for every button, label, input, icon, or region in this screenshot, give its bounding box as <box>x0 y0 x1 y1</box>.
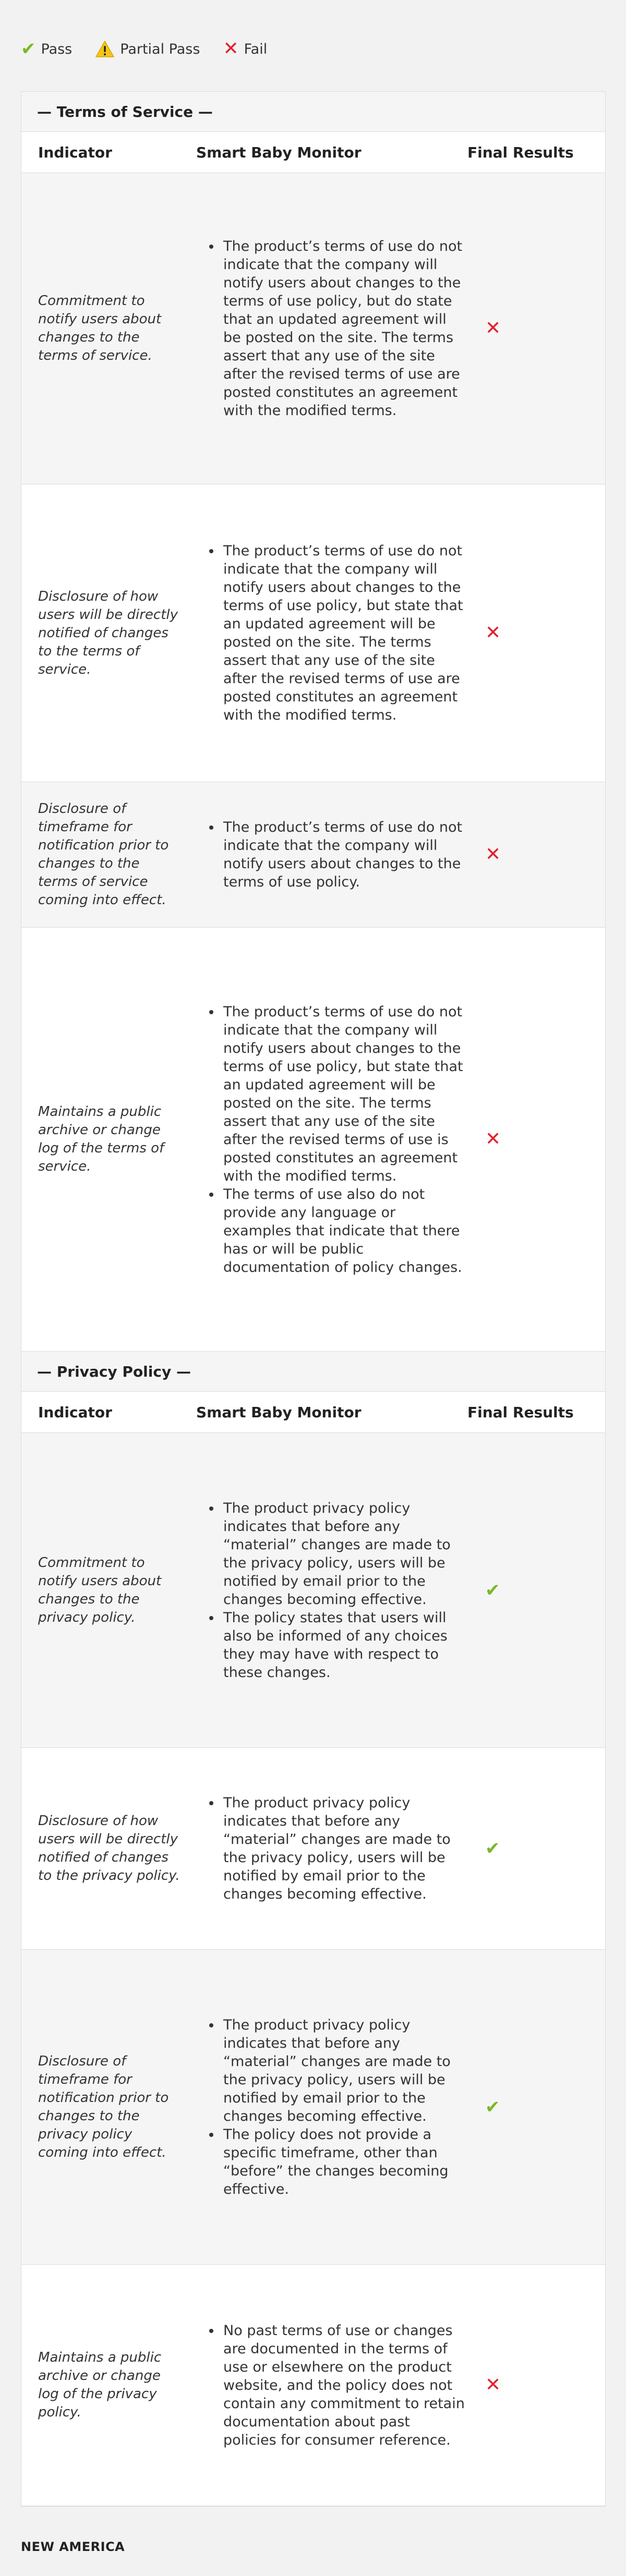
indicator-cell: Commitment to notify users about changes to the terms of service. <box>38 293 162 363</box>
cross-icon: ✕ <box>485 1128 501 1150</box>
evidence-cell <box>196 818 467 891</box>
cross-icon: ✕ <box>485 622 501 643</box>
evidence-item: • The product’s terms of use do not indicate that the company will notify users about changes to the terms of use policy, but state that an updated agreement will be posted on the site. The terms assert that any use of the site after the revised terms of use is posted constitutes an agreement with the modified terms. <box>221 1003 467 1185</box>
legend-partial <box>95 40 200 58</box>
evidence-item: • The product’s terms of use do not indicate that the company will notify users about changes to the terms of use policy, but do state that an updated agreement will be posted on the site. The terms assert that any use of the site after the revised terms of use are posted constitutes an agreement with the modified terms. <box>221 237 467 420</box>
evidence-list <box>196 542 467 724</box>
table-row <box>21 1748 605 1950</box>
legend-pass-label: Pass <box>41 41 73 57</box>
evidence-item: • The product privacy policy indicates that before any “material” changes are made to the privacy policy, users will be notified by email prior to the changes becoming effective. <box>221 2016 467 2125</box>
evidence-list <box>196 237 467 420</box>
evidence-cell <box>196 542 467 724</box>
indicator-cell: Commitment to notify users about changes to the privacy policy. <box>38 1554 162 1625</box>
evidence-cell <box>196 1794 467 1903</box>
evidence-list <box>196 1003 467 1277</box>
evidence-list <box>196 818 467 891</box>
section-heading: — Privacy Policy — <box>21 1352 605 1392</box>
legend <box>21 40 290 58</box>
legend-fail-label: Fail <box>244 41 268 57</box>
legend-partial-label: Partial Pass <box>120 41 200 57</box>
evidence-cell <box>196 1499 467 1682</box>
column-header-results: Final Results <box>467 1403 574 1421</box>
check-icon: ✔ <box>485 1838 500 1859</box>
evidence-item: • The product’s terms of use do not indicate that the company will notify users about changes to the terms of use policy, but state that an updated agreement will be posted on the site. The terms assert that any use of the site after the revised terms of use are posted constitutes an agreement with the modified terms. <box>221 542 467 724</box>
indicator-cell: Disclosure of timeframe for notification prior to changes to the terms of service coming into effect. <box>38 801 169 908</box>
column-header-product: Smart Baby Monitor <box>196 143 362 161</box>
evidence-item: • The product’s terms of use do not indicate that the company will notify users about changes to the terms of use policy. <box>221 818 467 891</box>
check-icon: ✔ <box>485 2096 500 2118</box>
table-row <box>21 1433 605 1748</box>
indicator-cell: Maintains a public archive or change log of the privacy policy. <box>38 2350 162 2420</box>
evidence-cell <box>196 2322 467 2449</box>
result-cell <box>467 1579 605 1601</box>
legend-pass <box>21 40 72 58</box>
result-cell <box>467 1130 605 1149</box>
table-row <box>21 173 605 484</box>
evidence-item: • The terms of use also do not provide any language or examples that indicate that there has or will be public documentation of policy changes. <box>221 1185 467 1277</box>
evidence-list <box>196 1499 467 1682</box>
evidence-cell <box>196 237 467 420</box>
evidence-item: • No past terms of use or changes are documented in the terms of use or elsewhere on the product website, and the policy does not contain any commitment to retain documentation about past policies for consumer reference. <box>221 2322 467 2449</box>
result-cell <box>467 845 605 864</box>
cross-icon: ✕ <box>485 318 501 339</box>
column-header-results: Final Results <box>467 143 574 161</box>
result-cell <box>467 2098 605 2116</box>
warning-icon <box>95 40 115 58</box>
table-row <box>21 782 605 928</box>
result-cell <box>467 319 605 338</box>
indicator-cell: Disclosure of how users will be directly notified of changes to the privacy policy. <box>38 1813 180 1884</box>
table-row <box>21 928 605 1352</box>
evidence-list <box>196 1794 467 1903</box>
column-header-product: Smart Baby Monitor <box>196 1403 362 1421</box>
evidence-item: • The product privacy policy indicates that before any “material” changes are made to the privacy policy, users will be notified by email prior to the changes becoming effective. <box>221 1499 467 1609</box>
results-table <box>21 91 606 2507</box>
evidence-cell <box>196 1003 467 1277</box>
result-cell <box>467 624 605 642</box>
cross-icon: ✕ <box>485 2374 501 2396</box>
column-header-indicator: Indicator <box>38 1403 112 1421</box>
evidence-list <box>196 2016 467 2198</box>
cross-icon: ✕ <box>485 844 501 865</box>
indicator-cell: Disclosure of how users will be directly notified of changes to the terms of service. <box>38 588 178 677</box>
legend-fail <box>223 40 267 58</box>
indicator-cell: Maintains a public archive or change log of the terms of service. <box>38 1104 164 1174</box>
evidence-list <box>196 2322 467 2449</box>
footer-brand: NEW AMERICA <box>21 2539 125 2554</box>
evidence-cell <box>196 2016 467 2198</box>
check-icon: ✔ <box>485 1579 500 1601</box>
table-row <box>21 2265 605 2506</box>
evidence-item: • The policy does not provide a specific timeframe, other than “before” the changes becoming effective. <box>221 2125 467 2198</box>
check-icon: ✔ <box>21 39 36 59</box>
indicator-cell: Disclosure of timeframe for notification prior to changes to the privacy policy coming into effect. <box>38 2053 169 2160</box>
column-header-indicator: Indicator <box>38 143 112 161</box>
evidence-item: • The product privacy policy indicates that before any “material” changes are made to the privacy policy, users will be notified by email prior to the changes becoming effective. <box>221 1794 467 1903</box>
result-cell <box>467 1840 605 1857</box>
table-row <box>21 1950 605 2265</box>
column-header-row <box>21 132 605 173</box>
result-cell <box>467 2376 605 2395</box>
cross-icon: ✕ <box>223 38 239 59</box>
column-header-row <box>21 1392 605 1433</box>
table-row <box>21 484 605 782</box>
section-heading: — Terms of Service — <box>21 92 605 132</box>
evidence-item: • The policy states that users will also be informed of any choices they may have with respect to these changes. <box>221 1609 467 1682</box>
